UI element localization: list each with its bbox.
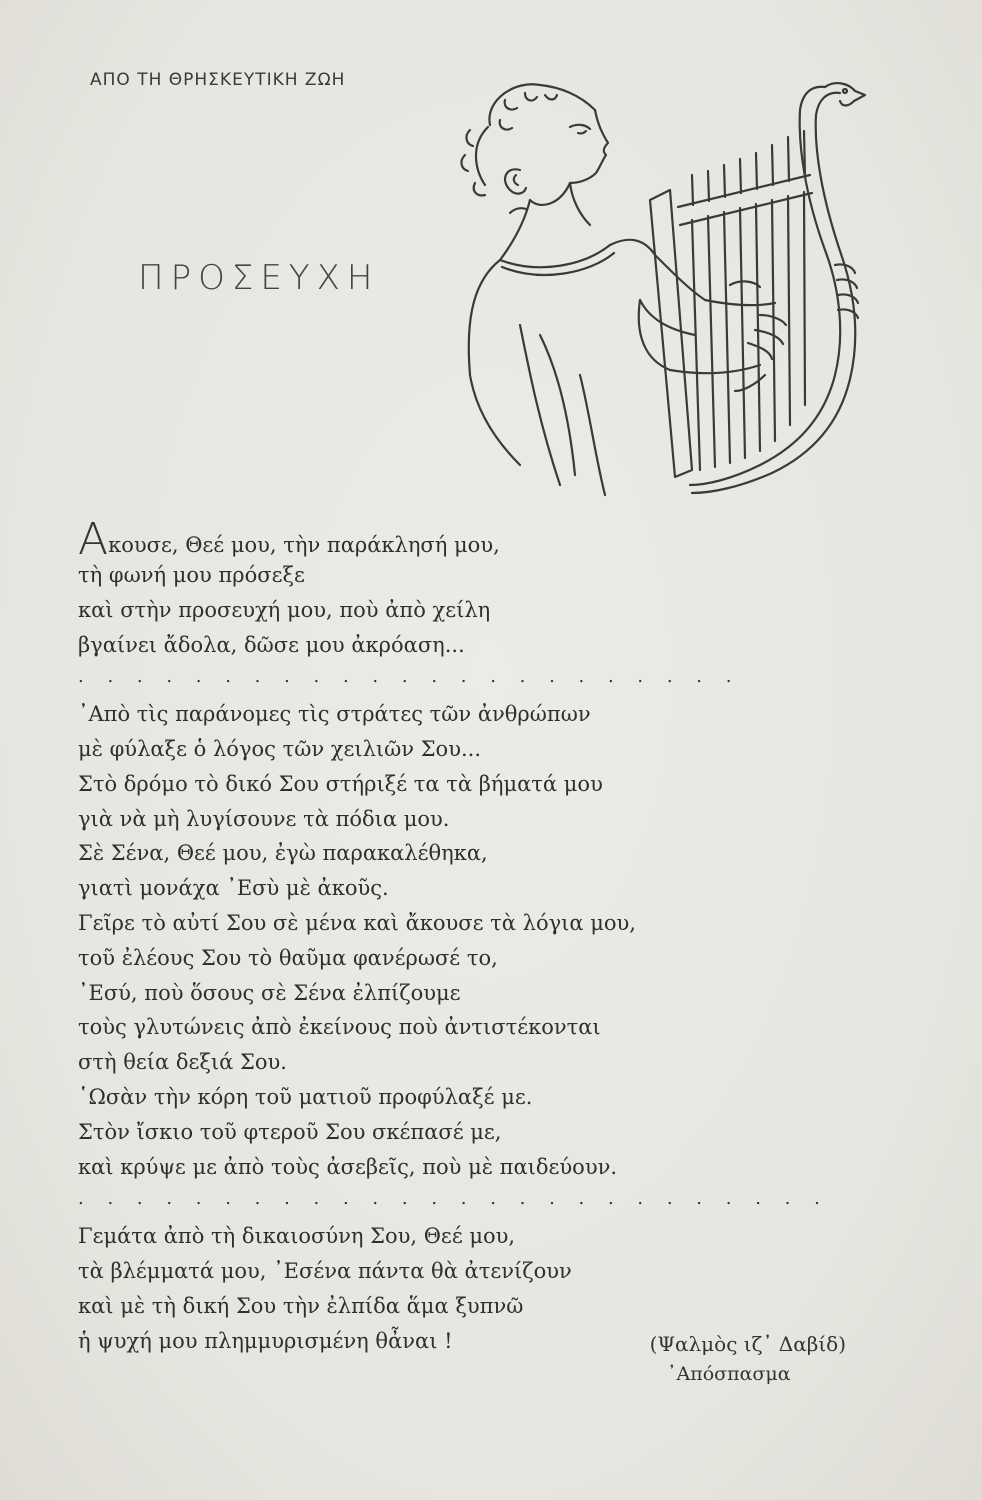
poem-line: καὶ κρύψε με ἀπὸ τοὺς ἀσεβεῖς, ποὺ μὲ παιδεύουν. [78,1154,618,1179]
poem-line: καὶ μὲ τὴ δική Σου τὴν ἐλπίδα ἅμα ξυπνῶ [78,1293,524,1318]
poem-line: Στὸν ἴσκιο τοῦ φτεροῦ Σου σκέπασέ με, [78,1119,502,1144]
poem-line: τοὺς γλυτώνεις ἀπὸ ἐκείνους ποὺ ἀντιστέκονται [78,1015,601,1040]
poem-text [78,514,898,1358]
dotted-separator: . . . . . . . . . . . . . . . . . . . . . . . . . . [78,1188,829,1210]
poem-line: τὴ φωνή μου πρόσεξε [78,563,305,587]
poem-line: Στὸ δρόμο τὸ δικό Σου στήριξέ τα τὰ βήματά μου [78,771,603,796]
poem-line: στὴ θεία δεξιά Σου. [78,1050,287,1075]
poem-line: βγαίνει ἄδολα, δῶσε μου ἀκρόαση... [78,632,465,657]
poem-line: κουσε, Θεέ μου, τὴν παράκλησή μου, [108,533,500,557]
poem-first-line [78,514,898,565]
page-title: ΠΡΟΣΕΥΧΗ [138,258,380,298]
poem-line: καὶ στὴν προσευχή μου, ποὺ ἀπὸ χείλη [78,597,491,622]
poem-line: Σὲ Σένα, Θεέ μου, ἐγὼ παρακαλέθηκα, [78,841,488,866]
poem-line: ῾Ωσὰν τὴν κόρη τοῦ ματιοῦ προφύλαξέ με. [78,1084,533,1109]
dotted-separator: . . . . . . . . . . . . . . . . . . . . . . . [78,666,741,688]
psalm-attribution: (Ψαλμὸς ιζ᾽ Δαβίδ) [649,1332,846,1356]
poem-line: Γεμάτα ἀπὸ τὴ δικαιοσύνη Σου, Θεέ μου, [78,1224,516,1249]
poem-line: γιὰ νὰ μὴ λυγίσουνε τὰ πόδια μου. [78,806,450,831]
poem-line: ἡ ψυχή μου πλημμυρισμένη θἆναι ! [78,1328,453,1353]
harpist-drawing-icon [430,75,890,515]
poem-line: τὰ βλέμματά μου, ᾽Εσένα πάντα θὰ ἀτενίζουν [78,1258,572,1283]
section-header: ΑΠΟ ΤΗ ΘΡΗΣΚΕΥΤΙΚΗ ΖΩΗ [90,70,346,90]
poem-line: ᾽Απὸ τὶς παράνομες τὶς στράτες τῶν ἀνθρώπων [78,702,591,727]
poem-line: γιατὶ μονάχα ᾽Εσὺ μὲ ἀκοῦς. [78,876,389,901]
poem-line: ᾽Εσύ, ποὺ ὅσους σὲ Σένα ἐλπίζουμε [78,980,461,1005]
drop-cap: Α [78,514,109,565]
poem-line: τοῦ ἐλέους Σου τὸ θαῦμα φανέρωσέ το, [78,945,498,970]
poem-line: Γεῖρε τὸ αὐτί Σου σὲ μένα καὶ ἄκουσε τὰ λόγια μου, [78,910,636,935]
excerpt-note: ᾽Απόσπασμα [667,1363,791,1385]
poem-line: μὲ φύλαξε ὁ λόγος τῶν χειλιῶν Σου... [78,736,481,761]
